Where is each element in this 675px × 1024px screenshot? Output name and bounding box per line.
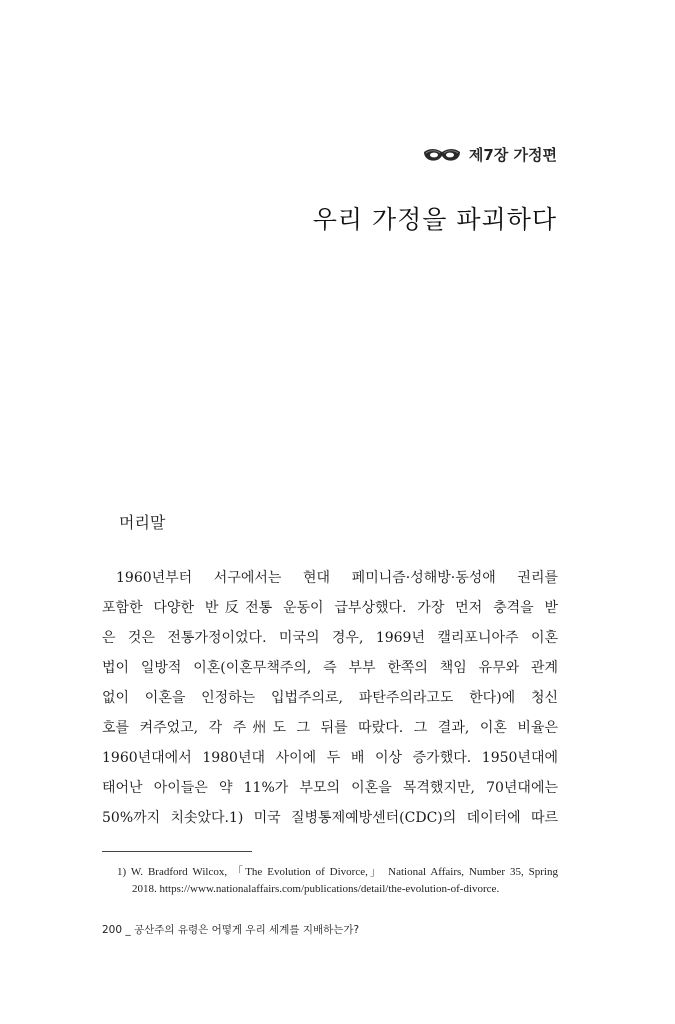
footnote-line: 1) W. Bradford Wilcox, 「The Evolution of Divorce,」 National Affairs, Number 35, Spring <box>117 866 558 878</box>
page-number: 200 <box>102 924 123 936</box>
footnote-divider <box>102 851 252 852</box>
body-line: 없이 이혼을 인정하는 입법주의로, 파탄주의라고도 한다)에 청신 <box>102 690 558 706</box>
page-footer <box>102 922 359 937</box>
body-line: 50%까지 치솟았다.1) 미국 질병통제예방센터(CDC)의 데이터에 따르 <box>102 810 558 826</box>
book-title: 공산주의 유령은 어떻게 우리 세계를 지배하는가? <box>133 924 360 936</box>
section-heading: 머리말 <box>119 513 166 532</box>
footnote <box>117 864 558 898</box>
body-line: 포함한 다양한 반反전통 운동이 급부상했다. 가장 먼저 충격을 받 <box>102 600 558 616</box>
body-line: 은 것은 전통가정이었다. 미국의 경우, 1969년 캘리포니아주 이혼 <box>102 630 558 646</box>
chapter-label: 제7장 가정편 <box>468 146 557 164</box>
footnote-url-line: 2018. https://www.nationalaffairs.com/publications/detail/the-evolution-of-divorce. <box>132 883 500 895</box>
body-line: 1960년부터 서구에서는 현대 페미니즘·성해방·동성애 권리를 <box>116 570 558 586</box>
chapter-title: 우리 가정을 파괴하다 <box>312 205 557 234</box>
body-line: 호를 켜주었고, 각 주州도 그 뒤를 따랐다. 그 결과, 이혼 비율은 <box>102 720 558 736</box>
body-line: 법이 일방적 이혼(이혼무책주의, 즉 부부 한쪽의 책임 유무와 관계 <box>102 660 558 676</box>
body-line: 태어난 아이들은 약 11%가 부모의 이혼을 목격했지만, 70년대에는 <box>102 780 558 796</box>
chapter-header <box>423 144 557 165</box>
body-text <box>102 567 558 837</box>
footer-separator: _ <box>125 924 131 936</box>
mask-icon <box>423 147 461 163</box>
body-line: 1960년대에서 1980년대 사이에 두 배 이상 증가했다. 1950년대에 <box>102 750 558 766</box>
